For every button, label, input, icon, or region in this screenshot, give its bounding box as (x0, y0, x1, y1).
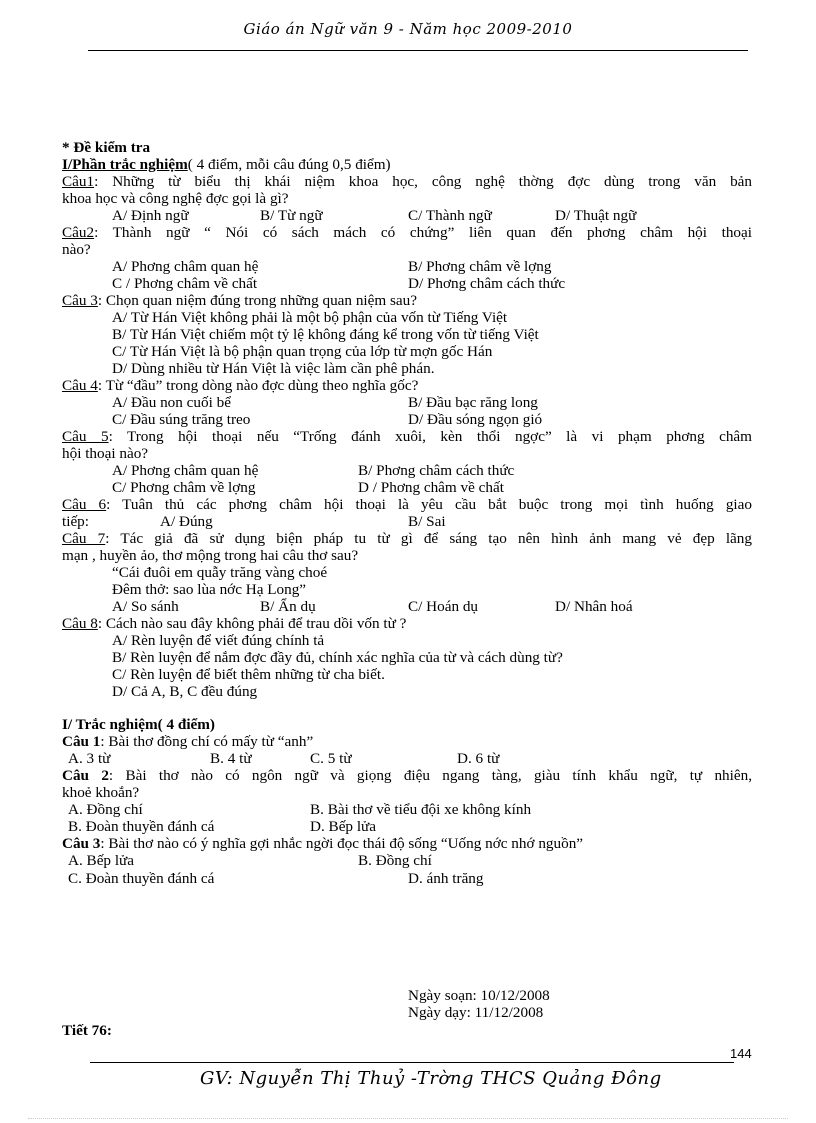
q7-option-c: C/ Hoán dụ (408, 598, 479, 615)
q7-label: Câu 7 (62, 530, 106, 547)
part2-title: I/ Trắc nghiệm( 4 điểm) (62, 716, 215, 733)
q2-text1: : Thành ngữ “ Nói có sách mách có chứng” liên quan đến phơng châm hội thoại (94, 224, 752, 241)
q1-label: Câu1 (62, 173, 95, 190)
q4-option-c: C/ Đầu súng trăng treo (112, 411, 251, 428)
p2q3-line1 (62, 835, 583, 852)
q7-option-d: D/ Nhân hoá (555, 598, 633, 615)
page-edge (28, 1118, 788, 1119)
teach-date: Ngày dạy: 11/12/2008 (408, 1004, 544, 1021)
p2q3-label: Câu 3 (62, 835, 101, 852)
q4-option-b: B/ Đầu bạc răng long (408, 394, 538, 411)
q3-option-b: B/ Từ Hán Việt chiếm một tỷ lệ không đáng kể trong vốn từ tiếng Việt (112, 326, 539, 343)
p2q3-option-b: B. Đồng chí (358, 852, 432, 869)
q1-line2: khoa học và công nghệ đợc gọi là gì? (62, 190, 289, 207)
q6-line2: tiếp: (62, 513, 89, 530)
q4-option-d: D/ Đầu sóng ngọn gió (408, 411, 543, 428)
q3-text1: : Chọn quan niệm đúng trong những quan niệm sau? (97, 292, 417, 309)
p2q3-option-d: D. ánh trăng (408, 870, 484, 887)
q3-option-c: C/ Từ Hán Việt là bộ phận quan trọng của lớp từ mợn gốc Hán (112, 343, 493, 360)
p2q1-line1 (62, 733, 313, 750)
q8-label: Câu 8 (62, 615, 98, 632)
page-footer: GV: Nguyễn Thị Thuỷ -Trờng THCS Quảng Đông (200, 1068, 662, 1089)
q5-label: Câu 5 (62, 428, 109, 445)
p2q2-line2: khoẻ khoắn? (62, 784, 140, 801)
q2-option-a: A/ Phơng châm quan hệ (112, 258, 259, 275)
p2q1-option-d: D. 6 từ (457, 750, 500, 767)
q6-option-b: B/ Sai (408, 513, 446, 530)
q1-option-d: D/ Thuật ngữ (555, 207, 637, 224)
q7-poem-line2: Đêm thở: sao lùa nớc Hạ Long” (112, 581, 307, 598)
q1-text1: : Những từ biểu thị khái niệm khoa học, công nghệ thờng đợc dùng trong văn bản (94, 173, 752, 190)
q8-option-a: A/ Rèn luyện để viết đúng chính tả (112, 632, 325, 649)
q6-line1 (62, 496, 752, 513)
p2q2-option-a: A. Đồng chí (68, 801, 143, 818)
p2q2-option-b: B. Bài thơ về tiểu đội xe không kính (310, 801, 532, 818)
exam-title: * Đề kiểm tra (62, 139, 151, 156)
q5-line2: hội thoại nào? (62, 445, 149, 462)
p2q2-option-c: B. Đoàn thuyền đánh cá (68, 818, 215, 835)
page-header: Giáo án Ngữ văn 9 - Năm học 2009-2010 (243, 20, 573, 38)
section-title (62, 156, 391, 173)
q4-text1: : Từ “đầu” trong dòng nào đợc dùng theo nghĩa gốc? (97, 377, 419, 394)
q8-line1 (62, 615, 406, 632)
q8-option-d: D/ Cả A, B, C đều đúng (112, 683, 258, 700)
q4-option-a: A/ Đầu non cuối bể (112, 394, 231, 411)
q7-line2: mạn , huyền ảo, thơ mộng trong hai câu thơ sau? (62, 547, 359, 564)
q7-line1 (62, 530, 752, 547)
q1-option-a: A/ Định ngữ (112, 207, 189, 224)
q6-option-a: A/ Đúng (160, 513, 213, 530)
q5-option-c: C/ Phơng châm về lợng (112, 479, 256, 496)
q3-option-d: D/ Dùng nhiều từ Hán Việt là việc làm cần phê phán. (112, 360, 435, 377)
q7-option-b: B/ Ẩn dụ (260, 598, 316, 615)
q2-line2: nào? (62, 241, 91, 258)
q5-line1 (62, 428, 752, 445)
p2q2-label: Câu 2 (62, 767, 109, 784)
q2-option-b: B/ Phơng châm về lợng (408, 258, 552, 275)
q5-option-a: A/ Phơng châm quan hệ (112, 462, 259, 479)
q7-option-a: A/ So sánh (112, 598, 179, 615)
q2-line1 (62, 224, 752, 241)
q5-option-b: B/ Phơng châm cách thức (358, 462, 515, 479)
q2-option-d: D/ Phơng châm cách thức (408, 275, 566, 292)
q8-option-c: C/ Rèn luyện để biết thêm những từ cha biết. (112, 666, 385, 683)
p2q1-option-b: B. 4 từ (210, 750, 252, 767)
period-heading: Tiết 76: (62, 1022, 112, 1039)
q4-line1 (62, 377, 418, 394)
p2q2-text1: : Bài thơ nào có ngôn ngữ và giọng điệu ngang tàng, giàu tính khẩu ngữ, tự nhiên, (108, 767, 752, 784)
p2q1-option-c: C. 5 từ (310, 750, 352, 767)
p2q2-line1 (62, 767, 752, 784)
prep-date: Ngày soạn: 10/12/2008 (408, 987, 550, 1004)
q1-option-b: B/ Từ ngữ (260, 207, 323, 224)
q6-text1: : Tuân thủ các phơng châm hội thoại là yêu cầu bắt buộc trong mọi tình huống giao (106, 496, 752, 513)
p2q2-option-d: D. Bếp lửa (310, 818, 377, 835)
q2-option-c: C / Phơng châm về chất (112, 275, 258, 292)
q5-text1: : Trong hội thoại nếu “Trống đánh xuôi, kèn thổi ngợc” là vi phạm phơng châm (108, 428, 752, 445)
q1-line1 (62, 173, 752, 190)
page-number: 144 (730, 1046, 752, 1061)
p2q3-text: : Bài thơ nào có ý nghĩa gợi nhắc ngời đọc thái độ sống “Uống nớc nhớ nguồn” (100, 835, 584, 852)
p2q3-option-c: C. Đoàn thuyền đánh cá (68, 870, 215, 887)
q8-option-b: B/ Rèn luyện để nắm đợc đầy đủ, chính xác nghĩa của từ và cách dùng từ? (112, 649, 563, 666)
q5-option-d: D / Phơng châm về chất (358, 479, 504, 496)
footer-rule (90, 1062, 734, 1063)
q2-label: Câu2 (62, 224, 95, 241)
p2q1-text: : Bài thơ đồng chí có mấy từ “anh” (100, 733, 314, 750)
section-subtitle: I/Phần trắc nghiệm (62, 156, 188, 173)
q7-text1: : Tác giả đã sử dụng biện pháp tu từ gì để sáng tạo nên hình ảnh mang vẻ đẹp lãng (105, 530, 752, 547)
q7-poem-line1: “Cái đuôi em quẫy trăng vàng choé (112, 564, 328, 581)
p2q1-option-a: A. 3 từ (68, 750, 111, 767)
header-rule (88, 50, 748, 51)
q8-text1: : Cách nào sau đây không phải để trau dồi vốn từ ? (97, 615, 407, 632)
q6-label: Câu 6 (62, 496, 107, 513)
q4-label: Câu 4 (62, 377, 98, 394)
q3-option-a: A/ Từ Hán Việt không phải là một bộ phận của vốn từ Tiếng Việt (112, 309, 508, 326)
q3-label: Câu 3 (62, 292, 98, 309)
q3-line1 (62, 292, 417, 309)
p2q1-label: Câu 1 (62, 733, 101, 750)
section-subtitle-note: ( 4 điểm, mỗi câu đúng 0,5 điểm) (187, 156, 391, 173)
p2q3-option-a: A. Bếp lửa (68, 852, 135, 869)
q1-option-c: C/ Thành ngữ (408, 207, 492, 224)
